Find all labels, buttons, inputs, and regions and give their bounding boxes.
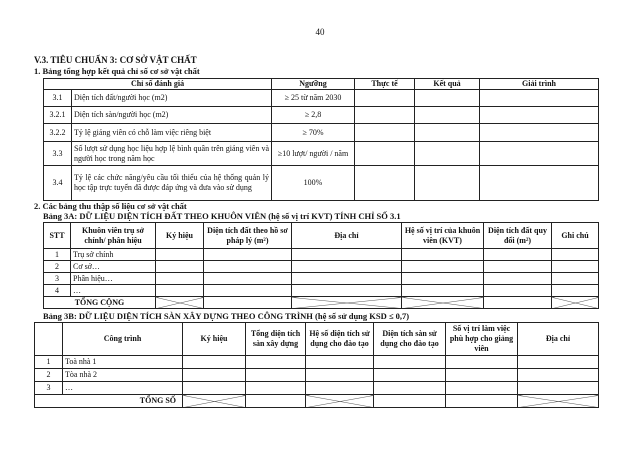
header-kvt: Hệ số vị trí của khuôn viên (KVT) xyxy=(402,223,484,249)
subsection-1-title: 1. Bảng tổng hợp kết quả chỉ số cơ sở vật chất xyxy=(34,66,200,76)
table-row xyxy=(44,261,599,273)
actual-cell xyxy=(355,124,415,142)
result-cell xyxy=(415,142,480,166)
header-symbol: Ký hiệu xyxy=(156,223,204,249)
row-campus: Phân hiệu… xyxy=(71,273,156,285)
header-campus: Khuôn viên trụ sở chính/ phân hiệu xyxy=(71,223,156,249)
header-land-area: Diện tích đất theo hồ sơ pháp lý (m²) xyxy=(204,223,292,249)
header-total-floor-area: Tổng diện tích sàn xây dựng xyxy=(246,323,306,356)
total-label: TỔNG SỐ xyxy=(35,395,183,408)
criteria-name: Tỷ lệ giảng viên có chỗ làm việc riêng biệt xyxy=(72,124,272,142)
crossed-cell xyxy=(306,395,374,408)
crossed-cell xyxy=(552,297,599,309)
table-row xyxy=(44,249,599,261)
header-result: Kết quả xyxy=(415,79,480,90)
actual-cell xyxy=(355,107,415,124)
table-3a-title: Bảng 3A: DỮ LIỆU DIỆN TÍCH ĐẤT THEO KHUÔN VIÊN (hệ số vị trí KVT) TÍNH CHỈ SỐ 3.1 xyxy=(43,211,401,221)
table-row xyxy=(44,142,599,166)
criteria-id: 3.3 xyxy=(44,142,72,166)
crossed-cell xyxy=(183,395,246,408)
table-row xyxy=(35,356,599,369)
actual-cell xyxy=(355,142,415,166)
header-symbol: Ký hiệu xyxy=(183,323,246,356)
header-actual: Thực tế xyxy=(355,79,415,90)
criteria-id: 3.2.1 xyxy=(44,107,72,124)
row-building: Toà nhà 1 xyxy=(63,356,183,369)
actual-cell xyxy=(355,90,415,107)
header-criteria: Chỉ số đánh giá xyxy=(44,79,272,90)
table-row xyxy=(35,369,599,382)
criteria-id: 3.4 xyxy=(44,166,72,201)
criteria-name: Diện tích đất/người học (m2) xyxy=(72,90,272,107)
table-row xyxy=(44,107,599,124)
criteria-threshold: ≥ 70% xyxy=(272,124,355,142)
criteria-threshold: ≥ 2,8 xyxy=(272,107,355,124)
crossed-cell xyxy=(156,297,204,309)
explanation-cell xyxy=(480,124,599,142)
criteria-threshold: ≥ 25 từ năm 2030 xyxy=(272,90,355,107)
row-stt: 4 xyxy=(44,285,71,297)
header-threshold: Ngưỡng xyxy=(272,79,355,90)
criteria-name: Tỷ lệ các chức năng/yêu cầu tối thiểu của hệ thống quản lý học tập trực tuyến đã được đáp ứng và đưa vào sử dụng xyxy=(72,166,272,201)
header-stt: STT xyxy=(44,223,71,249)
row-stt: 1 xyxy=(44,249,71,261)
header-ksd: Hệ số diện tích sử dụng cho đào tạo xyxy=(306,323,374,356)
explanation-cell xyxy=(480,142,599,166)
row-campus: … xyxy=(71,285,156,297)
table-row xyxy=(35,382,599,395)
actual-cell xyxy=(355,166,415,201)
result-cell xyxy=(415,90,480,107)
header-address: Địa chỉ xyxy=(518,323,599,356)
criteria-id: 3.2.2 xyxy=(44,124,72,142)
header-training-floor-area: Diện tích sàn sử dụng cho đào tạo xyxy=(374,323,446,356)
total-row xyxy=(35,395,599,408)
total-label: TỔNG CỘNG xyxy=(44,297,156,309)
land-area-table xyxy=(43,222,599,309)
floor-area-table xyxy=(34,322,599,408)
explanation-cell xyxy=(480,166,599,201)
table-row xyxy=(44,90,599,107)
section-title: V.3. TIÊU CHUẨN 3: CƠ SỞ VẬT CHẤT xyxy=(34,55,197,65)
row-stt: 3 xyxy=(35,382,63,395)
crossed-cell xyxy=(402,297,484,309)
criteria-threshold: ≥10 lượt/ người / năm xyxy=(272,142,355,166)
result-cell xyxy=(415,166,480,201)
row-stt: 2 xyxy=(44,261,71,273)
result-cell xyxy=(415,107,480,124)
subsection-2-title: 2. Các bảng thu thập số liệu cơ sở vật chất xyxy=(34,201,187,211)
crossed-cell xyxy=(292,297,402,309)
row-campus: Trụ sở chính xyxy=(71,249,156,261)
explanation-cell xyxy=(480,90,599,107)
criteria-name: Diện tích sàn/người học (m2) xyxy=(72,107,272,124)
row-campus: Cơ sở… xyxy=(71,261,156,273)
crossed-cell xyxy=(518,395,599,408)
header-workplaces: Số vị trí làm việc phù hợp cho giảng viên xyxy=(446,323,518,356)
header-note: Ghi chú xyxy=(552,223,599,249)
row-stt: 1 xyxy=(35,356,63,369)
criteria-id: 3.1 xyxy=(44,90,72,107)
header-converted-area: Diện tích đất quy đổi (m²) xyxy=(484,223,552,249)
row-building: … xyxy=(63,382,183,395)
total-row xyxy=(44,297,599,309)
header-address: Địa chỉ xyxy=(292,223,402,249)
table-row xyxy=(44,124,599,142)
header-building: Công trình xyxy=(63,323,183,356)
table-3b-title: Bảng 3B: DỮ LIỆU DIỆN TÍCH SÀN XÂY DỰNG THEO CÔNG TRÌNH (hệ số sử dụng KSD ≤ 0,7) xyxy=(43,311,410,321)
table-row xyxy=(44,285,599,297)
criteria-threshold: 100% xyxy=(272,166,355,201)
header-explanation: Giải trình xyxy=(480,79,599,90)
row-stt: 3 xyxy=(44,273,71,285)
row-stt: 2 xyxy=(35,369,63,382)
table-row xyxy=(44,273,599,285)
row-building: Tòa nhà 2 xyxy=(63,369,183,382)
table-row xyxy=(44,166,599,201)
summary-table xyxy=(43,78,599,201)
page-number: 40 xyxy=(315,27,325,37)
criteria-name: Số lượt sử dụng học liệu hợp lệ bình quân trên giảng viên và người học trong năm học xyxy=(72,142,272,166)
result-cell xyxy=(415,124,480,142)
explanation-cell xyxy=(480,107,599,124)
